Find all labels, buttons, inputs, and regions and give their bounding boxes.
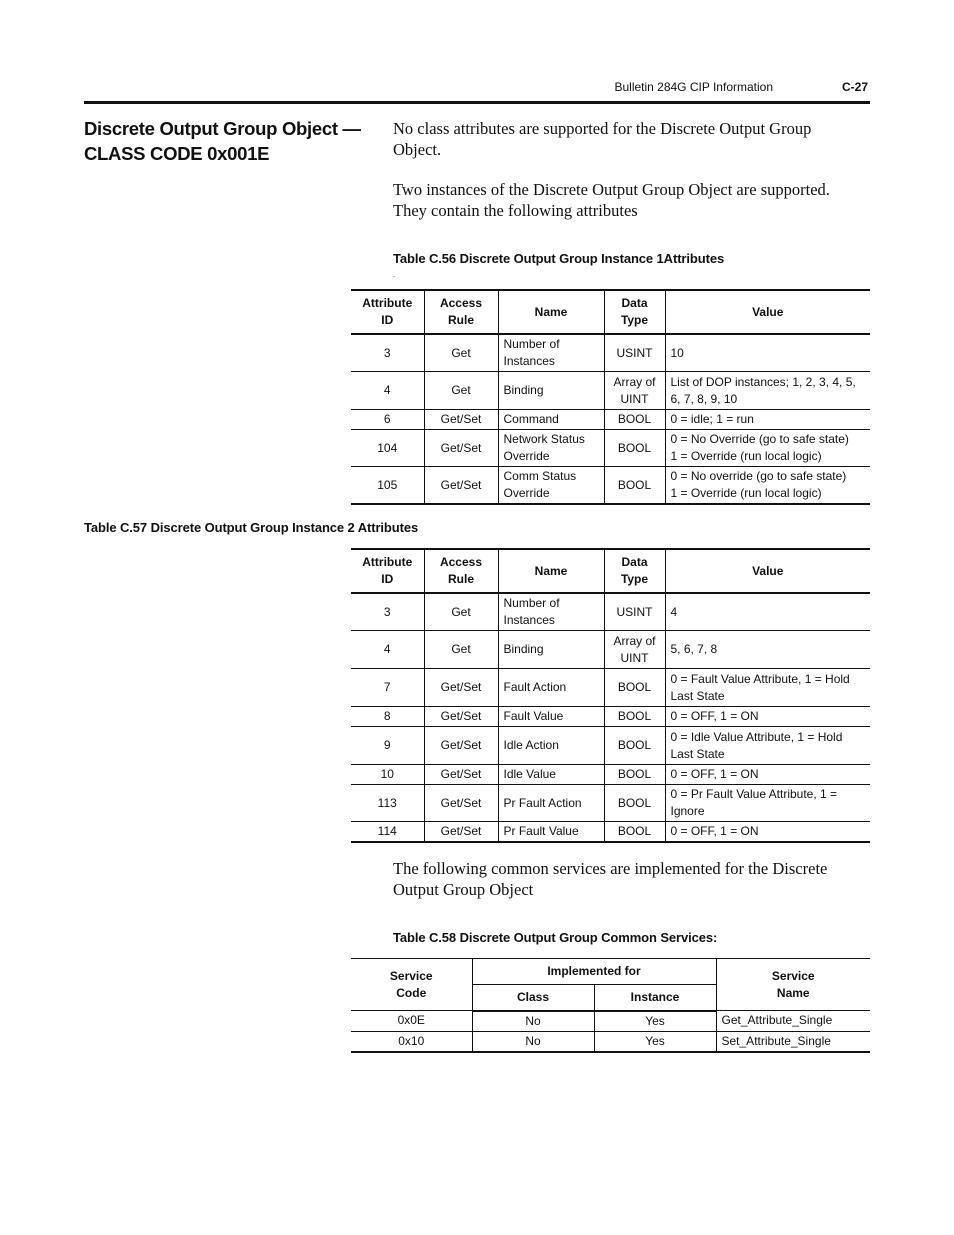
cell-access-rule: Get/Set: [424, 822, 498, 843]
cell-name: Network Status Override: [498, 430, 604, 467]
cell-data-type: BOOL: [604, 785, 665, 822]
cell-name: Idle Value: [498, 765, 604, 785]
table-row: [351, 822, 870, 843]
header-class: Class: [472, 985, 594, 1011]
cell-data-type: USINT: [604, 334, 665, 372]
cell-class: No: [472, 1031, 594, 1052]
table-row: [351, 707, 870, 727]
table-row: [351, 785, 870, 822]
header-attribute-id: Attribute ID: [351, 549, 424, 593]
table-row: [351, 669, 870, 707]
cell-value: 0 = idle; 1 = run: [665, 410, 870, 430]
header-value: Value: [665, 290, 870, 334]
table-c57-caption: Table C.57 Discrete Output Group Instance 2 Attributes: [84, 520, 419, 535]
cell-attribute-id: 113: [351, 785, 424, 822]
header-data-type: Data Type: [604, 549, 665, 593]
header-access-rule: Access Rule: [424, 290, 498, 334]
paragraph-instances: Two instances of the Discrete Output Group Object are supported. They contain the following attributes: [393, 180, 830, 220]
cell-attribute-id: 3: [383, 604, 391, 619]
cell-data-type: BOOL: [604, 707, 665, 727]
cell-access-rule: Get: [424, 593, 498, 631]
header-data-type: Data Type: [604, 290, 665, 334]
cell-name: Binding: [498, 372, 604, 410]
cell-data-type: BOOL: [604, 410, 665, 430]
cell-attribute-id: 4: [351, 372, 424, 410]
cell-data-type: BOOL: [604, 765, 665, 785]
cell-attribute-id: 10: [351, 765, 424, 785]
cell-attribute-id: 6: [351, 410, 424, 430]
cell-name: Pr Fault Value: [498, 822, 604, 843]
cell-value: 0 = OFF, 1 = ON: [665, 707, 870, 727]
cell-instance: Yes: [594, 1011, 716, 1032]
running-header: Bulletin 284G CIP Information: [614, 80, 773, 94]
table-row: [351, 631, 870, 669]
header-value: Value: [665, 549, 870, 593]
cell-attribute-id: 4: [351, 631, 424, 669]
header-access-rule: Access Rule: [424, 549, 498, 593]
cell-attribute-id: 9: [351, 727, 424, 765]
cell-access-rule: Get/Set: [424, 707, 498, 727]
cell-data-type: Array of UINT: [604, 631, 665, 669]
cell-access-rule: Get/Set: [424, 669, 498, 707]
table-row: [351, 410, 870, 430]
section-title-line1: Discrete Output Group Object —: [84, 118, 361, 139]
table-row: [351, 334, 870, 372]
cell-attribute-id: 7: [351, 669, 424, 707]
table-c56: [351, 289, 870, 505]
cell-attribute-id: 104: [351, 430, 424, 467]
cell-service-code: 0x10: [351, 1031, 472, 1052]
cell-access-rule: Get/Set: [424, 467, 498, 505]
cell-service-name: Set_Attribute_Single: [716, 1031, 870, 1052]
cell-data-type: BOOL: [604, 822, 665, 843]
section-title: [84, 116, 374, 166]
cell-name: Number of Instances: [498, 593, 604, 631]
cell-value: 0 = No Override (go to safe state) 1 = Override (run local logic): [665, 430, 870, 467]
paragraph-class-attributes: No class attributes are supported for the Discrete Output Group Object.: [393, 119, 812, 159]
cell-access-rule: Get/Set: [424, 727, 498, 765]
header-service-name: Service Name: [716, 959, 870, 1011]
page-number: C-27: [841, 80, 868, 94]
table-row: [351, 1011, 870, 1032]
cell-data-type: USINT: [604, 593, 665, 631]
stray-mark: [393, 276, 395, 277]
cell-data-type: BOOL: [604, 669, 665, 707]
cell-value: 10: [665, 334, 870, 372]
header-name: Name: [498, 549, 604, 593]
table-row: [351, 467, 870, 505]
table-c56-caption: Table C.56 Discrete Output Group Instance 1Attributes: [393, 251, 725, 266]
table-c58: [351, 958, 870, 1053]
cell-value: 5, 6, 7, 8: [665, 631, 870, 669]
cell-attribute-id: 3: [383, 345, 391, 360]
table-row: [351, 593, 870, 631]
cell-access-rule: Get/Set: [424, 410, 498, 430]
paragraph-services: The following common services are implemented for the Discrete Output Group Object: [393, 859, 828, 899]
table-c58-caption: Table C.58 Discrete Output Group Common Services:: [393, 930, 718, 945]
cell-name: Number of Instances: [498, 334, 604, 372]
cell-class: No: [472, 1011, 594, 1032]
cell-data-type: Array of UINT: [604, 372, 665, 410]
header-rule: [84, 101, 870, 104]
cell-access-rule: Get: [424, 334, 498, 372]
cell-value: 0 = No override (go to safe state) 1 = Override (run local logic): [665, 467, 870, 505]
cell-name: Idle Action: [498, 727, 604, 765]
cell-value: 4: [665, 593, 870, 631]
header-service-code: Service Code: [351, 959, 472, 1011]
header-attribute-id: Attribute ID: [351, 290, 424, 334]
cell-data-type: BOOL: [604, 727, 665, 765]
cell-name: Command: [498, 410, 604, 430]
table-row: [351, 727, 870, 765]
table-row: [351, 1031, 870, 1052]
header-name: Name: [498, 290, 604, 334]
table-row: [351, 765, 870, 785]
cell-value: 0 = OFF, 1 = ON: [665, 822, 870, 843]
cell-attribute-id: 8: [351, 707, 424, 727]
cell-value: 0 = Idle Value Attribute, 1 = Hold Last State: [665, 727, 870, 765]
cell-service-code: 0x0E: [397, 1013, 425, 1028]
cell-value: List of DOP instances; 1, 2, 3, 4, 5, 6, 7, 8, 9, 10: [665, 372, 870, 410]
cell-access-rule: Get/Set: [424, 430, 498, 467]
cell-name: Fault Value: [498, 707, 604, 727]
cell-value: 0 = Pr Fault Value Attribute, 1 = Ignore: [665, 785, 870, 822]
table-row: [351, 372, 870, 410]
section-title-line2: CLASS CODE 0x001E: [84, 143, 270, 164]
cell-value: 0 = OFF, 1 = ON: [665, 765, 870, 785]
cell-value: 0 = Fault Value Attribute, 1 = Hold Last State: [665, 669, 870, 707]
cell-attribute-id: 114: [351, 822, 424, 843]
header-implemented-for: Implemented for: [472, 959, 716, 985]
cell-name: Comm Status Override: [498, 467, 604, 505]
cell-attribute-id: 105: [351, 467, 424, 505]
table-c57: [351, 548, 870, 843]
cell-service-name: Get_Attribute_Single: [716, 1011, 870, 1032]
cell-name: Fault Action: [498, 669, 604, 707]
cell-name: Binding: [498, 631, 604, 669]
cell-access-rule: Get: [424, 631, 498, 669]
header-instance: Instance: [594, 985, 716, 1011]
cell-access-rule: Get: [424, 372, 498, 410]
cell-instance: Yes: [594, 1031, 716, 1052]
cell-access-rule: Get/Set: [424, 785, 498, 822]
cell-data-type: BOOL: [604, 467, 665, 505]
cell-name: Pr Fault Action: [498, 785, 604, 822]
cell-access-rule: Get/Set: [424, 765, 498, 785]
cell-data-type: BOOL: [604, 430, 665, 467]
table-row: [351, 430, 870, 467]
